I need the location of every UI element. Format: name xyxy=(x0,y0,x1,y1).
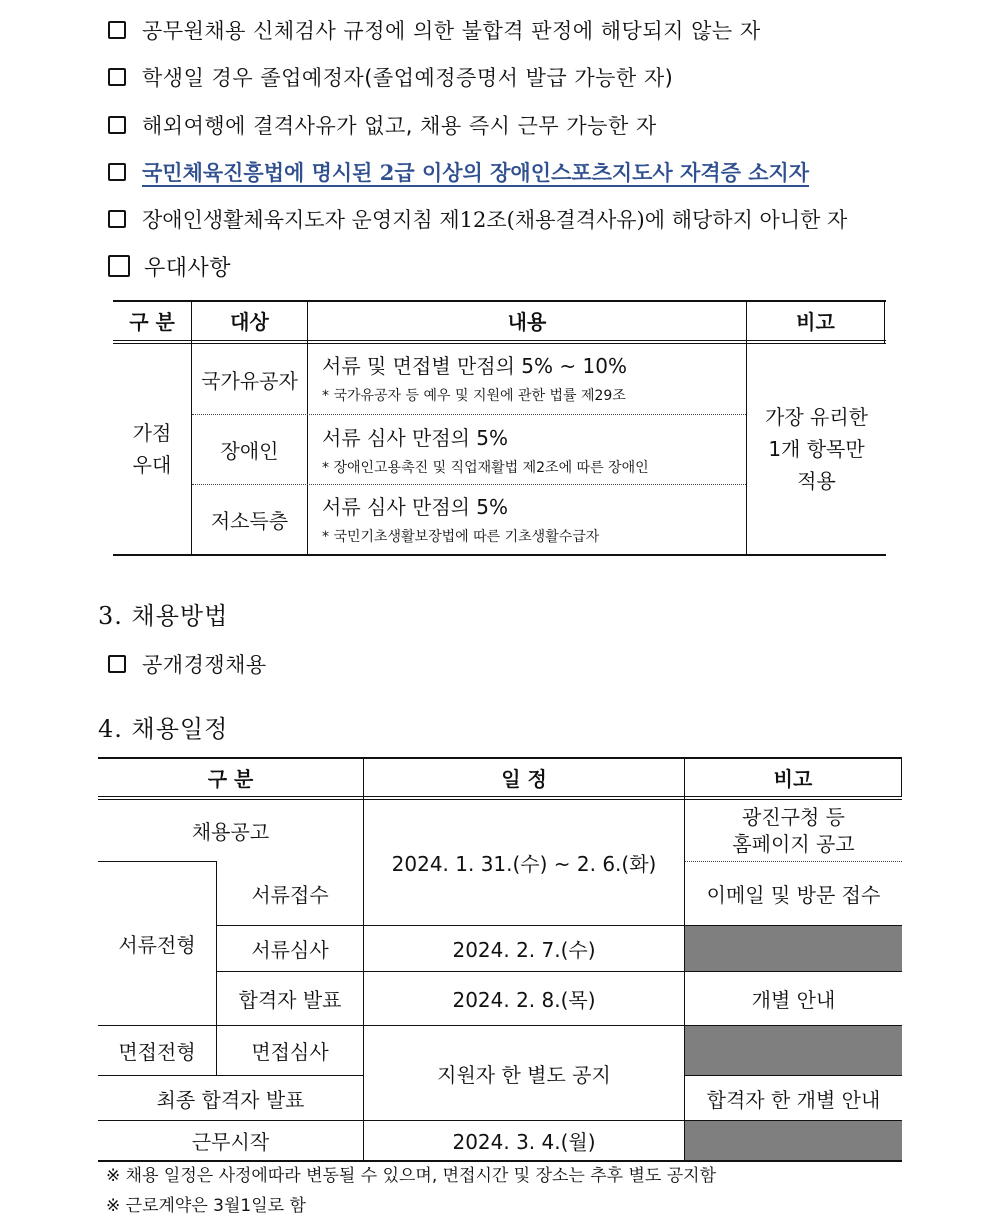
content-main: 서류 및 면접별 만점의 5% ~ 10% xyxy=(322,354,627,378)
content-cell xyxy=(322,350,627,405)
note-final: 합격자 한 개별 안내 xyxy=(706,1087,881,1112)
footnote: ※ 근로계약은 3월1일로 함 xyxy=(106,1196,306,1216)
stage-final: 최종 합격자 발표 xyxy=(156,1087,305,1112)
requirement-item xyxy=(108,204,847,234)
header-note: 비고 xyxy=(773,766,813,791)
stage-announce: 채용공고 xyxy=(191,820,270,844)
requirement-item xyxy=(108,15,761,45)
checkbox-icon xyxy=(108,255,130,277)
header-target: 대상 xyxy=(230,310,269,334)
category-cell: 가점 우대 xyxy=(132,421,172,477)
step-receive: 서류접수 xyxy=(251,883,329,907)
empty-gray-cell xyxy=(685,1026,902,1075)
checkbox-icon xyxy=(108,21,126,39)
checkbox-icon xyxy=(108,210,126,228)
requirement-item xyxy=(108,110,657,140)
checkbox-icon xyxy=(108,116,126,134)
date-work: 2024. 3. 4.(월) xyxy=(452,1130,596,1154)
schedule-table xyxy=(98,757,902,1162)
note-result: 개별 안내 xyxy=(751,988,836,1012)
note-announce: 광진구청 등 홈페이지 공고 xyxy=(732,804,855,856)
method-item xyxy=(108,649,267,679)
checkbox-icon xyxy=(108,163,126,181)
requirement-text: 장애인생활체육지도자 운영지침 제12조(채용결격사유)에 해당하지 아니한 자 xyxy=(142,208,848,232)
note-cell: 가장 유리한 1개 항목만 적용 xyxy=(765,405,868,493)
content-sub: * 국민기초생활보장법에 따른 기초생활수급자 xyxy=(322,529,600,545)
preference-title-text: 우대사항 xyxy=(144,255,232,281)
header-note: 비고 xyxy=(796,310,835,334)
step-interview: 면접심사 xyxy=(251,1040,329,1064)
header-category: 구 분 xyxy=(129,310,175,334)
requirement-item xyxy=(108,62,673,92)
header-category: 구 분 xyxy=(207,766,254,791)
requirement-text: 해외여행에 결격사유가 없고, 채용 즉시 근무 가능한 자 xyxy=(142,114,657,138)
stage-document: 서류전형 xyxy=(118,933,196,957)
target-cell: 국가유공자 xyxy=(201,368,298,393)
content-cell xyxy=(322,422,649,477)
checkbox-icon xyxy=(108,655,126,673)
stage-work: 근무시작 xyxy=(191,1130,270,1154)
empty-gray-cell xyxy=(685,1121,902,1160)
content-sub: * 국가유공자 등 예우 및 지원에 관한 법률 제29조 xyxy=(322,388,626,404)
target-cell: 장애인 xyxy=(220,439,279,463)
date-announce: 2024. 1. 31.(수) ~ 2. 6.(화) xyxy=(391,852,657,876)
requirement-text: 학생일 경우 졸업예정자(졸업예정증명서 발급 가능한 자) xyxy=(142,66,674,90)
header-date: 일 정 xyxy=(501,766,547,791)
method-text: 공개경쟁채용 xyxy=(142,653,267,677)
footnote: ※ 채용 일정은 사정에따라 변동될 수 있으며, 면접시간 및 장소는 추후 별도 공지함 xyxy=(106,1166,716,1186)
date-result: 2024. 2. 8.(목) xyxy=(452,988,596,1012)
preference-title xyxy=(108,251,231,281)
requirement-item xyxy=(108,157,809,187)
date-review: 2024. 2. 7.(수) xyxy=(452,938,596,962)
step-review: 서류심사 xyxy=(251,938,329,962)
requirement-text-highlight: 국민체육진흥법에 명시된 2급 이상의 장애인스포츠지도사 자격증 소지자 xyxy=(142,160,810,185)
note-receive: 이메일 및 방문 접수 xyxy=(706,883,881,907)
checkbox-icon xyxy=(108,68,126,86)
section-heading: 4. 채용일정 xyxy=(98,715,229,743)
requirement-text: 공무원채용 신체검사 규정에 의한 불합격 판정에 해당되지 않는 자 xyxy=(142,19,761,43)
content-main: 서류 심사 만점의 5% xyxy=(322,495,509,519)
section-heading: 3. 채용방법 xyxy=(98,602,229,630)
content-sub: * 장애인고용촉진 및 직업재활법 제2조에 따른 장애인 xyxy=(322,460,649,476)
stage-interview: 면접전형 xyxy=(118,1040,196,1064)
date-interview: 지원자 한 별도 공지 xyxy=(437,1062,611,1087)
target-cell: 저소득층 xyxy=(210,509,289,533)
empty-gray-cell xyxy=(685,926,902,971)
preference-table xyxy=(113,300,886,556)
content-cell xyxy=(322,491,599,546)
content-main: 서류 심사 만점의 5% xyxy=(322,426,509,450)
header-content: 내용 xyxy=(507,310,547,334)
step-result: 합격자 발표 xyxy=(238,988,342,1012)
